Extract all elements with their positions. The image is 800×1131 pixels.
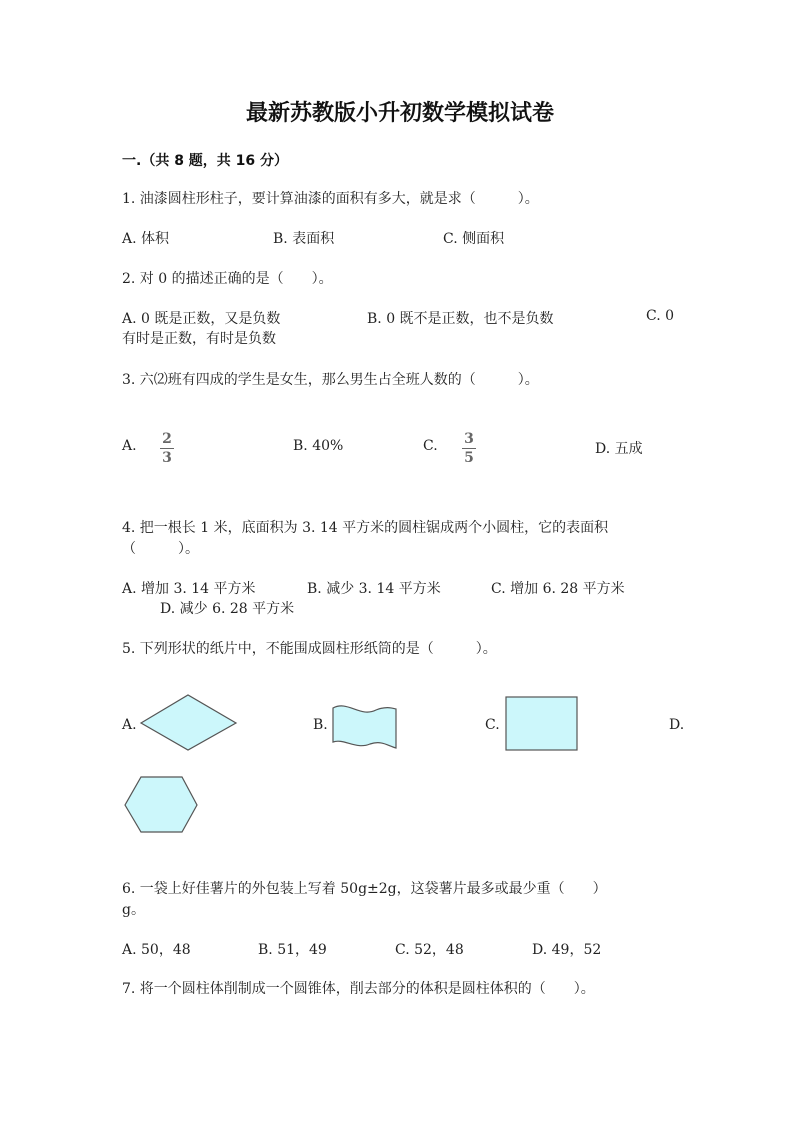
q1-option-a[interactable]: A. 体积	[122, 231, 170, 247]
section-heading: 一.（共 8 题，共 16 分）	[122, 153, 289, 169]
q1-option-c[interactable]: C. 侧面积	[443, 231, 505, 247]
q6-option-c[interactable]: C. 52，48	[395, 942, 464, 958]
q3-option-c[interactable]: C.	[423, 438, 438, 454]
fraction-bar	[160, 448, 174, 449]
fraction-bar	[462, 448, 476, 449]
question-2-text: 2. 对 0 的描述正确的是（ ）。	[122, 271, 333, 287]
q3-fraction-c	[462, 431, 476, 466]
question-4-text-line1: 4. 把一根长 1 米，底面积为 3. 14 平方米的圆柱锯成两个小圆柱，它的表面积	[122, 520, 609, 536]
fraction-numerator: 3	[464, 431, 474, 447]
question-7-text: 7. 将一个圆柱体削制成一个圆锥体，削去部分的体积是圆柱体积的（ ）。	[122, 981, 595, 997]
q5-option-d[interactable]: D.	[669, 717, 685, 733]
q1-option-b[interactable]: B. 表面积	[273, 231, 335, 247]
q4-option-c[interactable]: C. 增加 6. 28 平方米	[491, 581, 625, 597]
q5-option-a[interactable]: A.	[122, 717, 137, 733]
q2-option-b[interactable]: B. 0 既不是正数，也不是负数	[367, 311, 554, 327]
wavy-sheet-shape	[330, 704, 398, 752]
question-3-text: 3. 六⑵班有四成的学生是女生，那么男生占全班人数的（ ）。	[122, 372, 539, 388]
q3-option-b[interactable]: B. 40%	[293, 438, 344, 454]
question-1-text: 1. 油漆圆柱形柱子，要计算油漆的面积有多大，就是求（ ）。	[122, 191, 539, 207]
q6-option-b[interactable]: B. 51，49	[258, 942, 327, 958]
q4-option-d[interactable]: D. 减少 6. 28 平方米	[160, 601, 295, 617]
q3-option-d[interactable]: D. 五成	[595, 441, 643, 457]
q3-fraction-a	[160, 431, 174, 466]
q2-option-a[interactable]: A. 0 既是正数，又是负数	[122, 311, 281, 327]
rhombus-shape	[140, 694, 238, 752]
question-5-text: 5. 下列形状的纸片中，不能围成圆柱形纸筒的是（ ）。	[122, 641, 497, 657]
question-6-text-line2: g。	[122, 902, 145, 918]
hexagon-shape	[124, 776, 200, 834]
q4-option-b[interactable]: B. 减少 3. 14 平方米	[307, 581, 441, 597]
page-title: 最新苏教版小升初数学模拟试卷	[245, 101, 554, 126]
q6-option-a[interactable]: A. 50，48	[122, 942, 191, 958]
q2-option-c-continued: 有时是正数，有时是负数	[122, 331, 276, 347]
q2-option-c[interactable]: C. 0	[646, 308, 675, 324]
fraction-denominator: 5	[464, 450, 474, 466]
q5-option-c[interactable]: C.	[485, 717, 500, 733]
question-6-text-line1: 6. 一袋上好佳薯片的外包装上写着 50g±2g，这袋薯片最多或最少重（ ）	[122, 881, 607, 897]
fraction-denominator: 3	[162, 450, 172, 466]
fraction-numerator: 2	[162, 431, 172, 447]
q5-option-b[interactable]: B.	[313, 717, 328, 733]
rectangle-shape	[505, 696, 579, 752]
q6-option-d[interactable]: D. 49，52	[532, 942, 602, 958]
q4-option-a[interactable]: A. 增加 3. 14 平方米	[122, 581, 256, 597]
question-4-text-line2: （ ）。	[122, 541, 199, 557]
q3-option-a[interactable]: A.	[122, 438, 137, 454]
